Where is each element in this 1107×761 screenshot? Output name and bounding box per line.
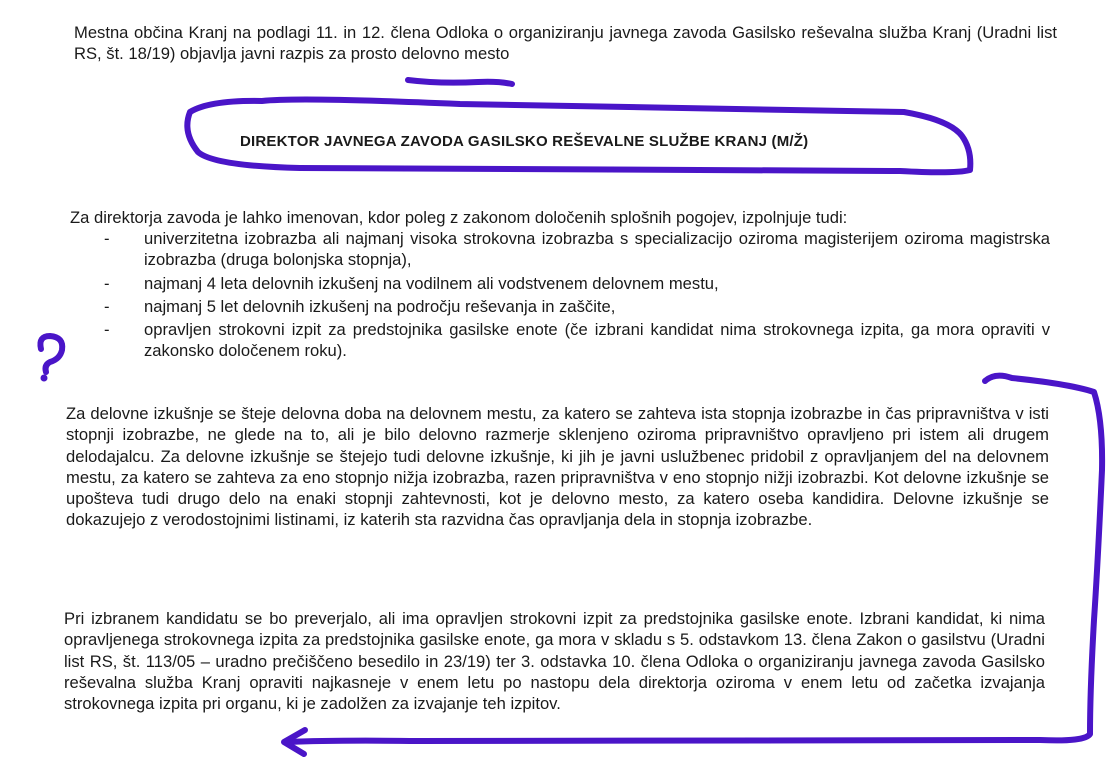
requirements-lead: Za direktorja zavoda je lahko imenovan, kdor poleg z zakonom določenih splošnih pogojev, izpolnjuje tudi: bbox=[70, 208, 848, 227]
bullet-dash: - bbox=[104, 296, 110, 316]
question-dot-mark bbox=[41, 375, 48, 382]
question-mark bbox=[40, 336, 62, 372]
bullet-dash: - bbox=[104, 273, 110, 293]
list-item: - univerzitetna izobrazba ali najmanj visoka strokovna izobrazba s specializacijo oziroma magisterijem oziroma magistrska izobrazba (druga bolonjska stopnja), bbox=[104, 229, 1050, 270]
bullet-dash: - bbox=[104, 320, 110, 340]
underline-mark bbox=[408, 80, 512, 84]
job-title-heading: DIREKTOR JAVNEGA ZAVODA GASILSKO REŠEVALNE SLUŽBE KRANJ (M/Ž) bbox=[240, 133, 809, 150]
arrow-head-mark bbox=[284, 730, 305, 754]
list-item: - opravljen strokovni izpit za predstojnika gasilske enote (če izbrani kandidat nima strokovnega izpita, ga mora opraviti v zakonsko določenem roku). bbox=[104, 320, 1050, 361]
exam-paragraph: Pri izbranem kandidatu se bo preverjalo, ali ima opravljen strokovni izpit za predstojnika gasilske enote. Izbrani kandidat, ki nima opravljenega strokovnega izpita za predstojnika gasilske enote, ga mora v skladu s 5. odstavkom 13. člena Zakon o gasilstvu (Uradni list RS, št. 113/05 – uradno prečiščeno besedilo in 23/19) ter 3. odstavka 10. člena Odloka o organiziranju javnega zavoda Gasilsko reševalna služba Kranj opraviti najkasneje v enem letu po nastopu dela direktorja oziroma v enem letu od začetka izvajanja strokovnega izpita pri organu, ki je zadolžen za izvajanje teh izpitov. bbox=[64, 609, 1045, 714]
list-item: - najmanj 4 leta delovnih izkušenj na vodilnem ali vodstvenem delovnem mestu, bbox=[104, 273, 719, 293]
intro-paragraph: Mestna občina Kranj na podlagi 11. in 12. člena Odloka o organiziranju javnega zavoda Gasilsko reševalna služba Kranj (Uradni list RS, št. 18/19) objavlja javni razpis za prosto delovno mesto bbox=[74, 23, 1057, 64]
requirements-list bbox=[104, 228, 1050, 364]
bullet-dash: - bbox=[104, 229, 110, 248]
list-item: - najmanj 5 let delovnih izkušenj na področju reševanja in zaščite, bbox=[104, 296, 616, 316]
experience-paragraph: Za delovne izkušnje se šteje delovna doba na delovnem mestu, za katero se zahteva ista stopnja izobrazbe in čas pripravništva v isti stopnji izobrazbe, ne glede na to, ali je bilo delovno razmerje sklenjeno oziroma pripravništvo opravljeno pri istem ali drugem delodajalcu. Za delovne izkušnje se štejejo tudi delovne izkušnje, ki jih je javni uslužbenec pridobil z opravljanjem del na delovnem mestu, za katero se zahteva za eno stopnjo nižja izobrazba, razen pripravništva v eno stopnjo nižji izobrazbi. Kot delovne izkušnje se upošteva tudi drugo delo na enaki stopnji zahtevnosti, kot je delovno mesto, za katero oseba kandidira. Delovne izkušnje se dokazujejo z verodostojnimi listinami, iz katerih sta razvidna čas opravljanja dela in stopnja izobrazbe. bbox=[66, 404, 1049, 530]
